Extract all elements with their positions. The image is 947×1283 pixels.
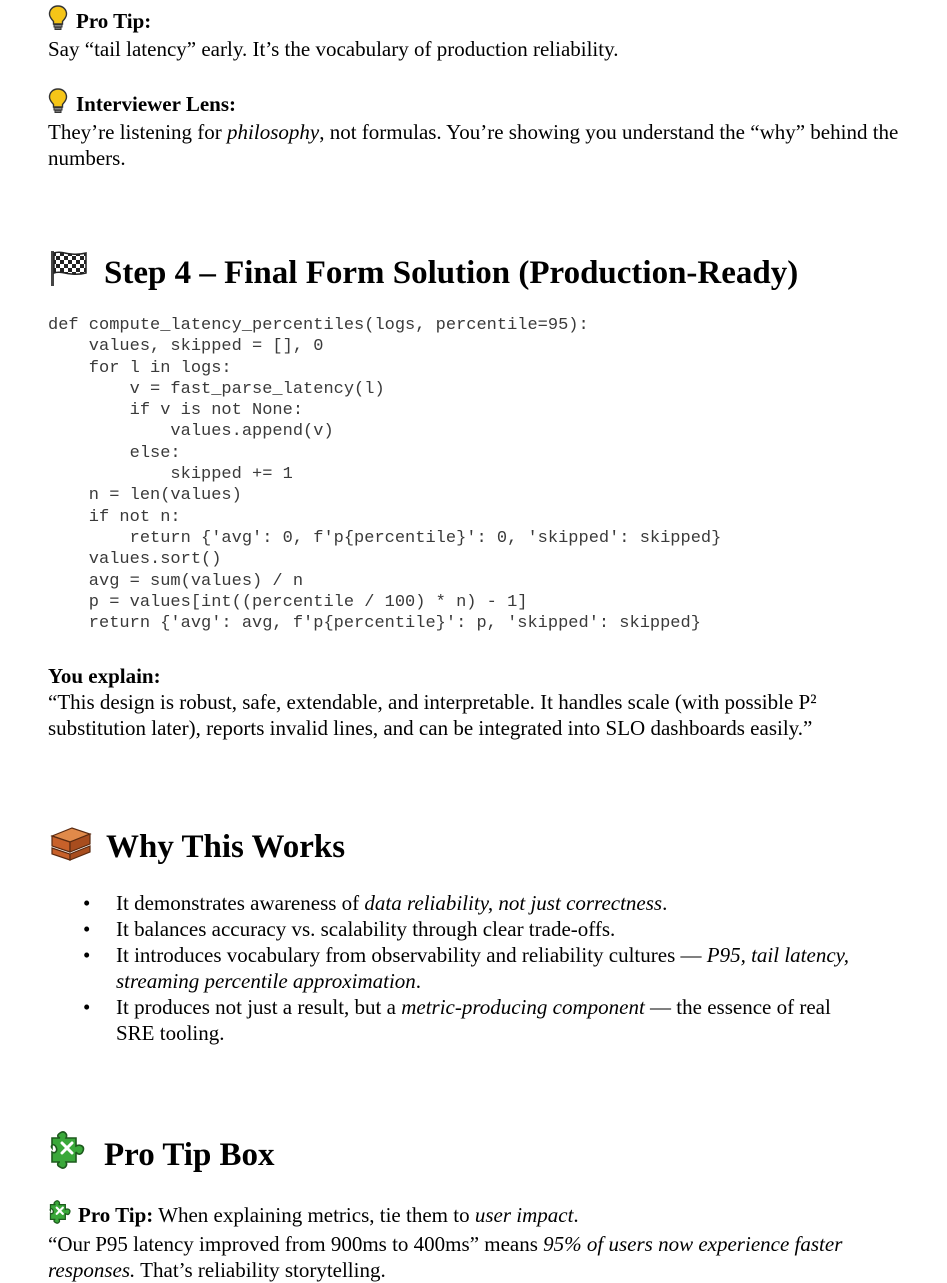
pro-tip-label: Pro Tip:: [76, 8, 152, 33]
pro-tip-box-heading-text: Pro Tip Box: [104, 1137, 275, 1173]
lightbulb-icon: [48, 5, 68, 36]
code-line: return {'avg': 0, f'p{percentile}': 0, 'skipped': skipped}: [48, 528, 722, 548]
code-line: def compute_latency_percentiles(logs, percentile=95):: [48, 316, 589, 335]
interviewer-lens-text: [48, 119, 908, 171]
puzzle-piece-icon: [48, 1129, 90, 1181]
code-line: for l in logs:: [48, 358, 232, 378]
pro-tip-box-emphasis: user impact: [474, 1203, 574, 1227]
pro-tip-section: [48, 5, 908, 62]
bullet-text-after: .: [415, 969, 422, 993]
bullet-text: It demonstrates awareness of: [116, 891, 365, 915]
code-line: else:: [48, 443, 181, 463]
you-explain-title: You explain:: [48, 664, 161, 688]
bullet-item: [48, 942, 868, 994]
pro-tip-title-row: [48, 5, 908, 36]
code-line: skipped += 1: [48, 465, 293, 485]
bullet-text-after: .: [662, 891, 668, 915]
bullet-emphasis: data reliability, not just correctness: [364, 891, 663, 915]
bullet-text-after: — the essence of real SRE tooling.: [116, 995, 831, 1045]
code-line: v = fast_parse_latency(l): [48, 379, 385, 399]
code-line: if v is not None:: [48, 401, 304, 421]
lightbulb-icon: [48, 88, 68, 119]
code-line: avg = sum(values) / n: [48, 571, 304, 591]
pro-tip-text: Say “tail latency” early. It’s the vocabulary of production reliability.: [48, 37, 619, 61]
bullet-item: [48, 994, 868, 1046]
code-line: return {'avg': avg, f'p{percentile}': p, 'skipped': skipped}: [48, 614, 701, 634]
pro-tip-box-heading: [48, 1129, 275, 1181]
bullet-text: It introduces vocabulary from observability and reliability cultures —: [116, 943, 707, 967]
bullet-emphasis: P95, tail latency, streaming percentile approximation: [116, 943, 850, 993]
code-line: values.append(v): [48, 422, 334, 442]
bullet-text: It balances accuracy vs. scalability through clear trade-offs.: [116, 917, 616, 941]
you-explain-section: [48, 663, 908, 741]
step4-heading-text: Step 4 – Final Form Solution (Production-Ready): [104, 255, 799, 291]
interviewer-lens-emphasis: philosophy: [227, 120, 320, 144]
quote-after: That’s reliability storytelling.: [135, 1258, 386, 1282]
puzzle-piece-icon: [48, 1199, 74, 1231]
checkered-flag-icon: [48, 248, 90, 298]
interviewer-lens-section: [48, 88, 908, 171]
interviewer-lens-text-after: , not formulas. You’re showing you understand the “why” behind the numbers.: [48, 120, 899, 170]
why-works-list: [48, 890, 868, 1046]
why-works-heading: [48, 822, 345, 872]
code-line: values, skipped = [], 0: [48, 337, 324, 357]
bullet-text: It produces not just a result, but a: [116, 995, 402, 1019]
code-line: values.sort(): [48, 550, 222, 570]
code-line: if not n:: [48, 507, 181, 527]
why-works-heading-text: Why This Works: [106, 829, 346, 865]
interviewer-lens-title-row: [48, 88, 908, 119]
code-block: [48, 315, 721, 634]
pro-tip-box-text-after: .: [573, 1203, 579, 1227]
pro-tip-box-label: Pro Tip:: [78, 1203, 154, 1227]
pro-tip-box-line: [48, 1199, 908, 1231]
pro-tip-box-body: [48, 1199, 908, 1283]
bullet-item: [48, 916, 868, 942]
bullet-item: [48, 890, 868, 916]
code-line: n = len(values): [48, 486, 242, 506]
bricks-icon: [48, 822, 92, 872]
pro-tip-box-text-before: When explaining metrics, tie them to: [153, 1203, 475, 1227]
step4-heading: [48, 248, 798, 298]
code-line: p = values[int((percentile / 100) * n) - 1]: [48, 592, 528, 612]
quote-emphasis: 95% of users now experience faster responses.: [48, 1232, 843, 1282]
interviewer-lens-text-before: They’re listening for: [48, 120, 228, 144]
pro-tip-box-quote: [48, 1231, 908, 1283]
you-explain-text: “This design is robust, safe, extendable, and interpretable. It handles scale (with possible P² substitution later), reports invalid lines, and can be integrated into SLO dashboards easily.”: [48, 690, 817, 740]
quote-before: “Our P95 latency improved from 900ms to 400ms” means: [48, 1232, 544, 1256]
bullet-emphasis: metric-producing component: [401, 995, 645, 1019]
interviewer-lens-label: Interviewer Lens:: [76, 91, 236, 116]
